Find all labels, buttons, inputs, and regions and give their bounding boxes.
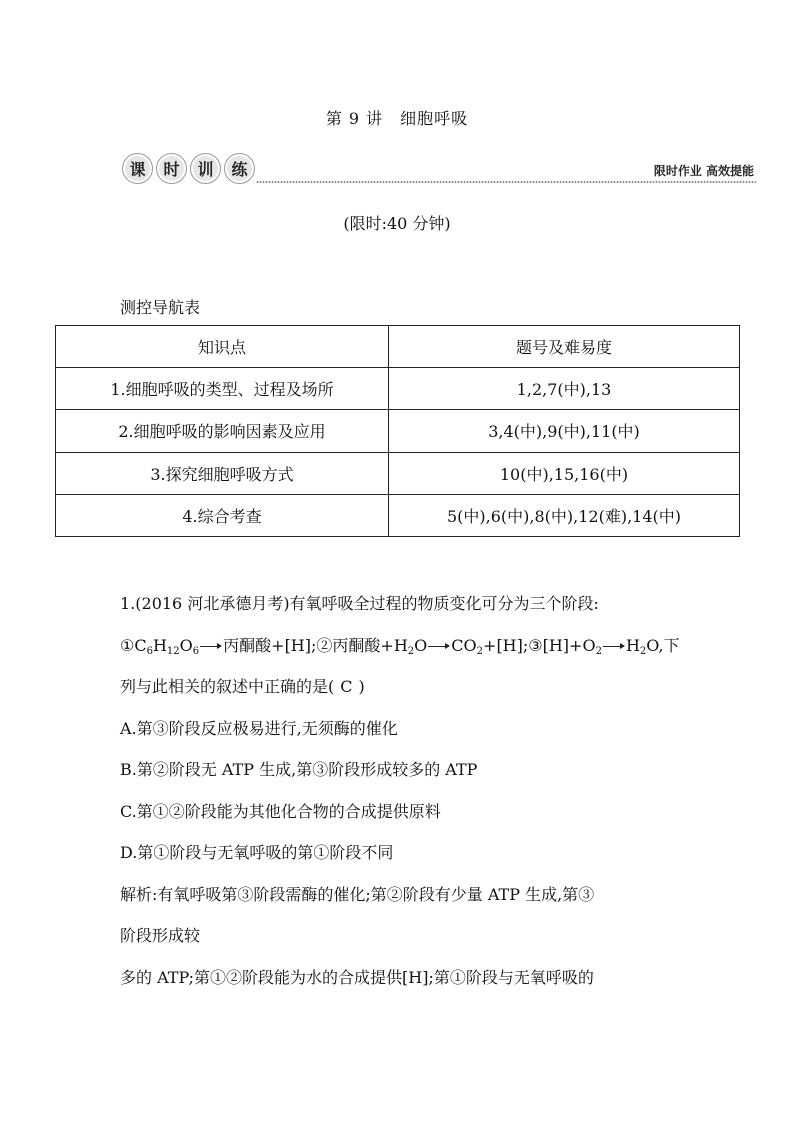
reaction-arrow-icon (603, 641, 625, 651)
option-c: C.第①②阶段能为其他化合物的合成提供原料 (120, 801, 441, 821)
table-cell: 3.探究细胞呼吸方式 (56, 452, 389, 494)
banner-char: 时 (156, 153, 187, 184)
stage-2-reactant: 丙酮酸$+H_2O$ (332, 635, 428, 657)
table-cell: 4.综合考查 (56, 494, 389, 536)
stage-1-marker: ① (120, 635, 135, 655)
analysis-line: 多的 ATP;第①②阶段能为水的合成提供[H];第①阶段与无氧呼吸的 (120, 967, 594, 987)
banner-char: 课 (122, 153, 153, 184)
table-row (56, 368, 740, 410)
banner-char: 训 (190, 153, 221, 184)
time-limit: (限时:40 分钟) (343, 214, 451, 233)
lesson-title: 第 9 讲 细胞呼吸 (325, 109, 469, 128)
question-1 (120, 583, 690, 998)
stage-3-marker: ③ (528, 635, 543, 655)
analysis-line: 阶段形成较 (120, 926, 201, 945)
question-equations (120, 625, 690, 667)
banner-char: 练 (224, 153, 255, 184)
stage-3-product: $H_2O$,下 (625, 635, 680, 657)
stage-2-product: $CO_2+[H]$; (451, 635, 529, 657)
question-stem-end: 列与此相关的叙述中正确的是( C ) (120, 677, 365, 696)
table-row (56, 452, 740, 494)
option-b: B.第②阶段无 ATP 生成,第③阶段形成较多的 ATP (120, 760, 478, 779)
stage-3-reactant: $[H]+O_2$ (542, 635, 602, 657)
answer-letter: C (340, 677, 353, 696)
table-cell: 1,2,7(中),13 (389, 368, 740, 410)
table-row (56, 494, 740, 536)
question-stem: 1.(2016 河北承德月考)有氧呼吸全过程的物质变化可分为三个阶段: (120, 594, 599, 613)
banner-badges (122, 153, 255, 184)
table-row (56, 410, 740, 452)
table-header-cell: 知识点 (56, 326, 389, 368)
reaction-arrow-icon (428, 641, 450, 651)
table-cell: 5(中),6(中),8(中),12(难),14(中) (389, 494, 740, 536)
nav-table-title: 测控导航表 (120, 298, 201, 317)
table-header-cell: 题号及难易度 (389, 326, 740, 368)
banner-dotted-divider (256, 180, 756, 184)
nav-table (55, 325, 740, 537)
table-cell: 1.细胞呼吸的类型、过程及场所 (56, 368, 389, 410)
table-cell: 10(中),15,16(中) (389, 452, 740, 494)
stage-2-marker: ② (316, 635, 333, 655)
option-d: D.第①阶段与无氧呼吸的第①阶段不同 (120, 843, 394, 862)
analysis-line: 解析:有氧呼吸第③阶段需酶的催化;第②阶段有少量 ATP 生成,第③ (120, 884, 595, 904)
reaction-arrow-icon (200, 641, 222, 651)
table-cell: 2.细胞呼吸的影响因素及应用 (56, 410, 389, 452)
glucose-formula: $C_6H_{12}O_6$ (134, 635, 200, 657)
stage-1-product: 丙酮酸+[H]; (223, 635, 317, 655)
section-banner (120, 150, 756, 186)
option-a: A.第③阶段反应极易进行,无须酶的催化 (120, 718, 398, 738)
table-header-row (56, 326, 740, 368)
table-cell: 3,4(中),9(中),11(中) (389, 410, 740, 452)
banner-right-text: 限时作业 高效提能 (653, 164, 754, 178)
